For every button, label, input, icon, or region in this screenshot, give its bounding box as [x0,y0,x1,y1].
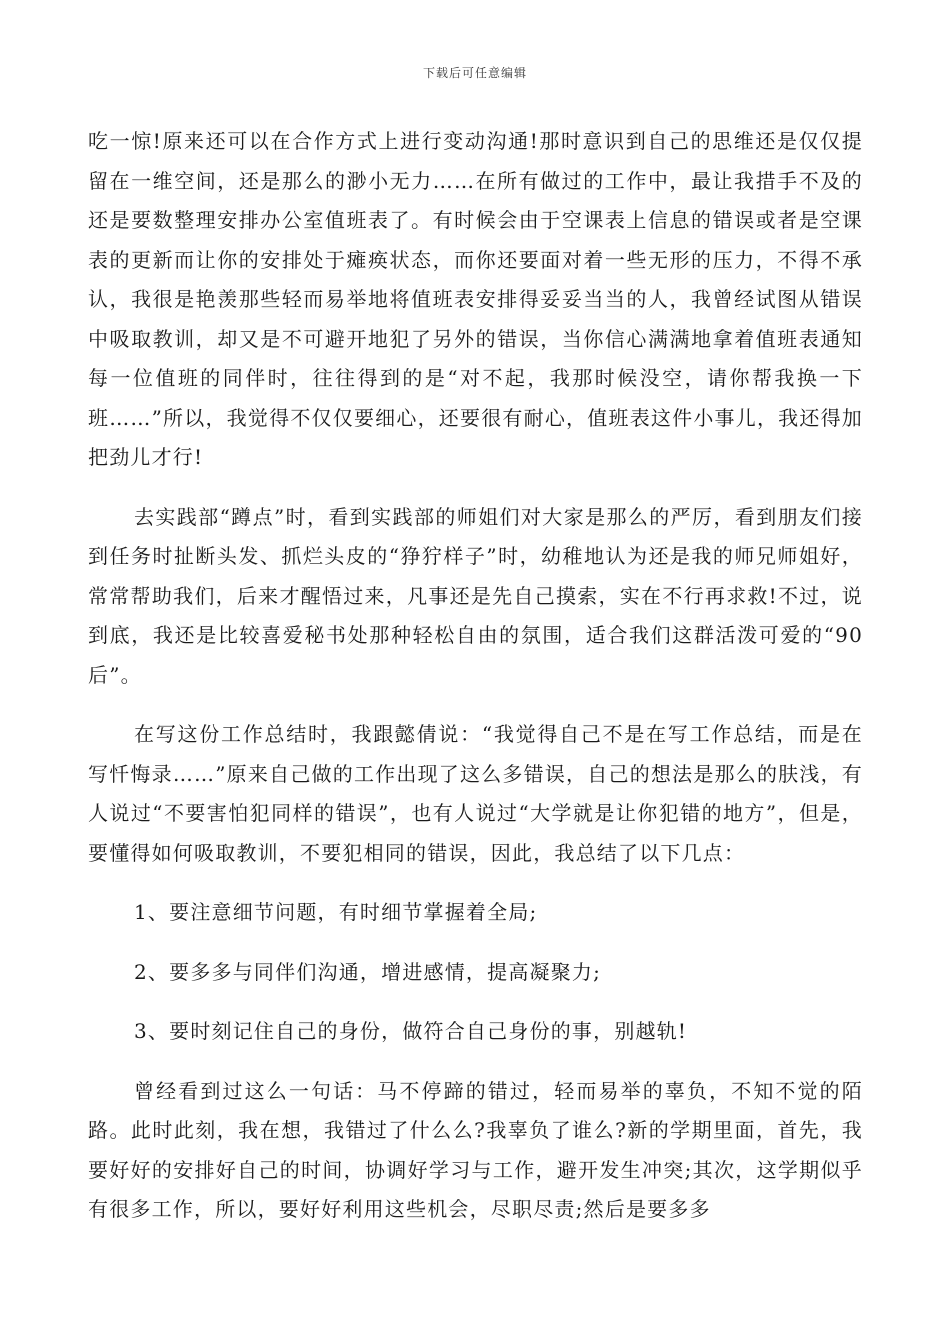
list-item-3: 3、要时刻记住自己的身份，做符合自己身份的事，别越轨! [134,1019,688,1043]
page-header: 下载后可任意编辑 [422,66,527,80]
list-item-2: 2、要多多与同伴们沟通，增进感情，提高凝聚力; [134,959,602,984]
paragraph-1: 吃一惊!原来还可以在合作方式上进行变动沟通!那时意识到自己的思维还是仅仅提留在一维空间，还是那么的渺小无力……在所有做过的工作中，最让我措手不及的还是要数整理安排办公室值班表了。有时候会由于空课表上信息的错误或者是空课表的更新而让你的安排处于瘫痪状态，而你还要面对着一些无形的压力，不得不承认，我很是艳羡那些轻而易举地将值班表安排得妥妥当当的人，我曾经试图从错误中吸取教训，却又是不可避开地犯了另外的错误，当你信心满满地拿着值班表通知每一位值班的同伴时，往往得到的是“对不起，我那时候没空，请你帮我换一下班……”所以，我觉得不仅仅要细心，还要很有耐心，值班表这件小事儿，我还得加把劲儿才行! [88,129,863,469]
paragraph-3: 在写这份工作总结时，我跟懿倩说：“我觉得自己不是在写工作总结，而是在写忏悔录……”原来自己做的工作出现了这么多错误，自己的想法是那么的肤浅，有人说过“不要害怕犯同样的错误”，也有人说过“大学就是让你犯错的地方”，但是，要懂得如何吸取教训，不要犯相同的错误，因此，我总结了以下几点： [88,722,863,865]
paragraph-2: 去实践部“蹲点”时，看到实践部的师姐们对大家是那么的严厉，看到朋友们接到任务时扯断头发、抓烂头皮的“狰狞样子”时，幼稚地认为还是我的师兄师姐好，常常帮助我们，后来才醒悟过来，凡事还是先自己摸索，实在不行再求救!不过，说到底，我还是比较喜爱秘书处那种轻松自由的氛围，适合我们这群活泼可爱的“90后”。 [88,504,863,687]
document-body [88,122,863,1250]
list-item-1: 1、要注意细节问题，有时细节掌握着全局; [134,900,538,924]
paragraph-4: 曾经看到过这么一句话：马不停蹄的错过，轻而易举的辜负，不知不觉的陌路。此时此刻，我在想，我错过了什么么?我辜负了谁么?新的学期里面，首先，我要好好的安排好自己的时间，协调好学习与工作，避开发生冲突;其次，这学期似乎有很多工作，所以，要好好利用这些机会，尽职尽责;然后是要多多 [88,1078,863,1221]
